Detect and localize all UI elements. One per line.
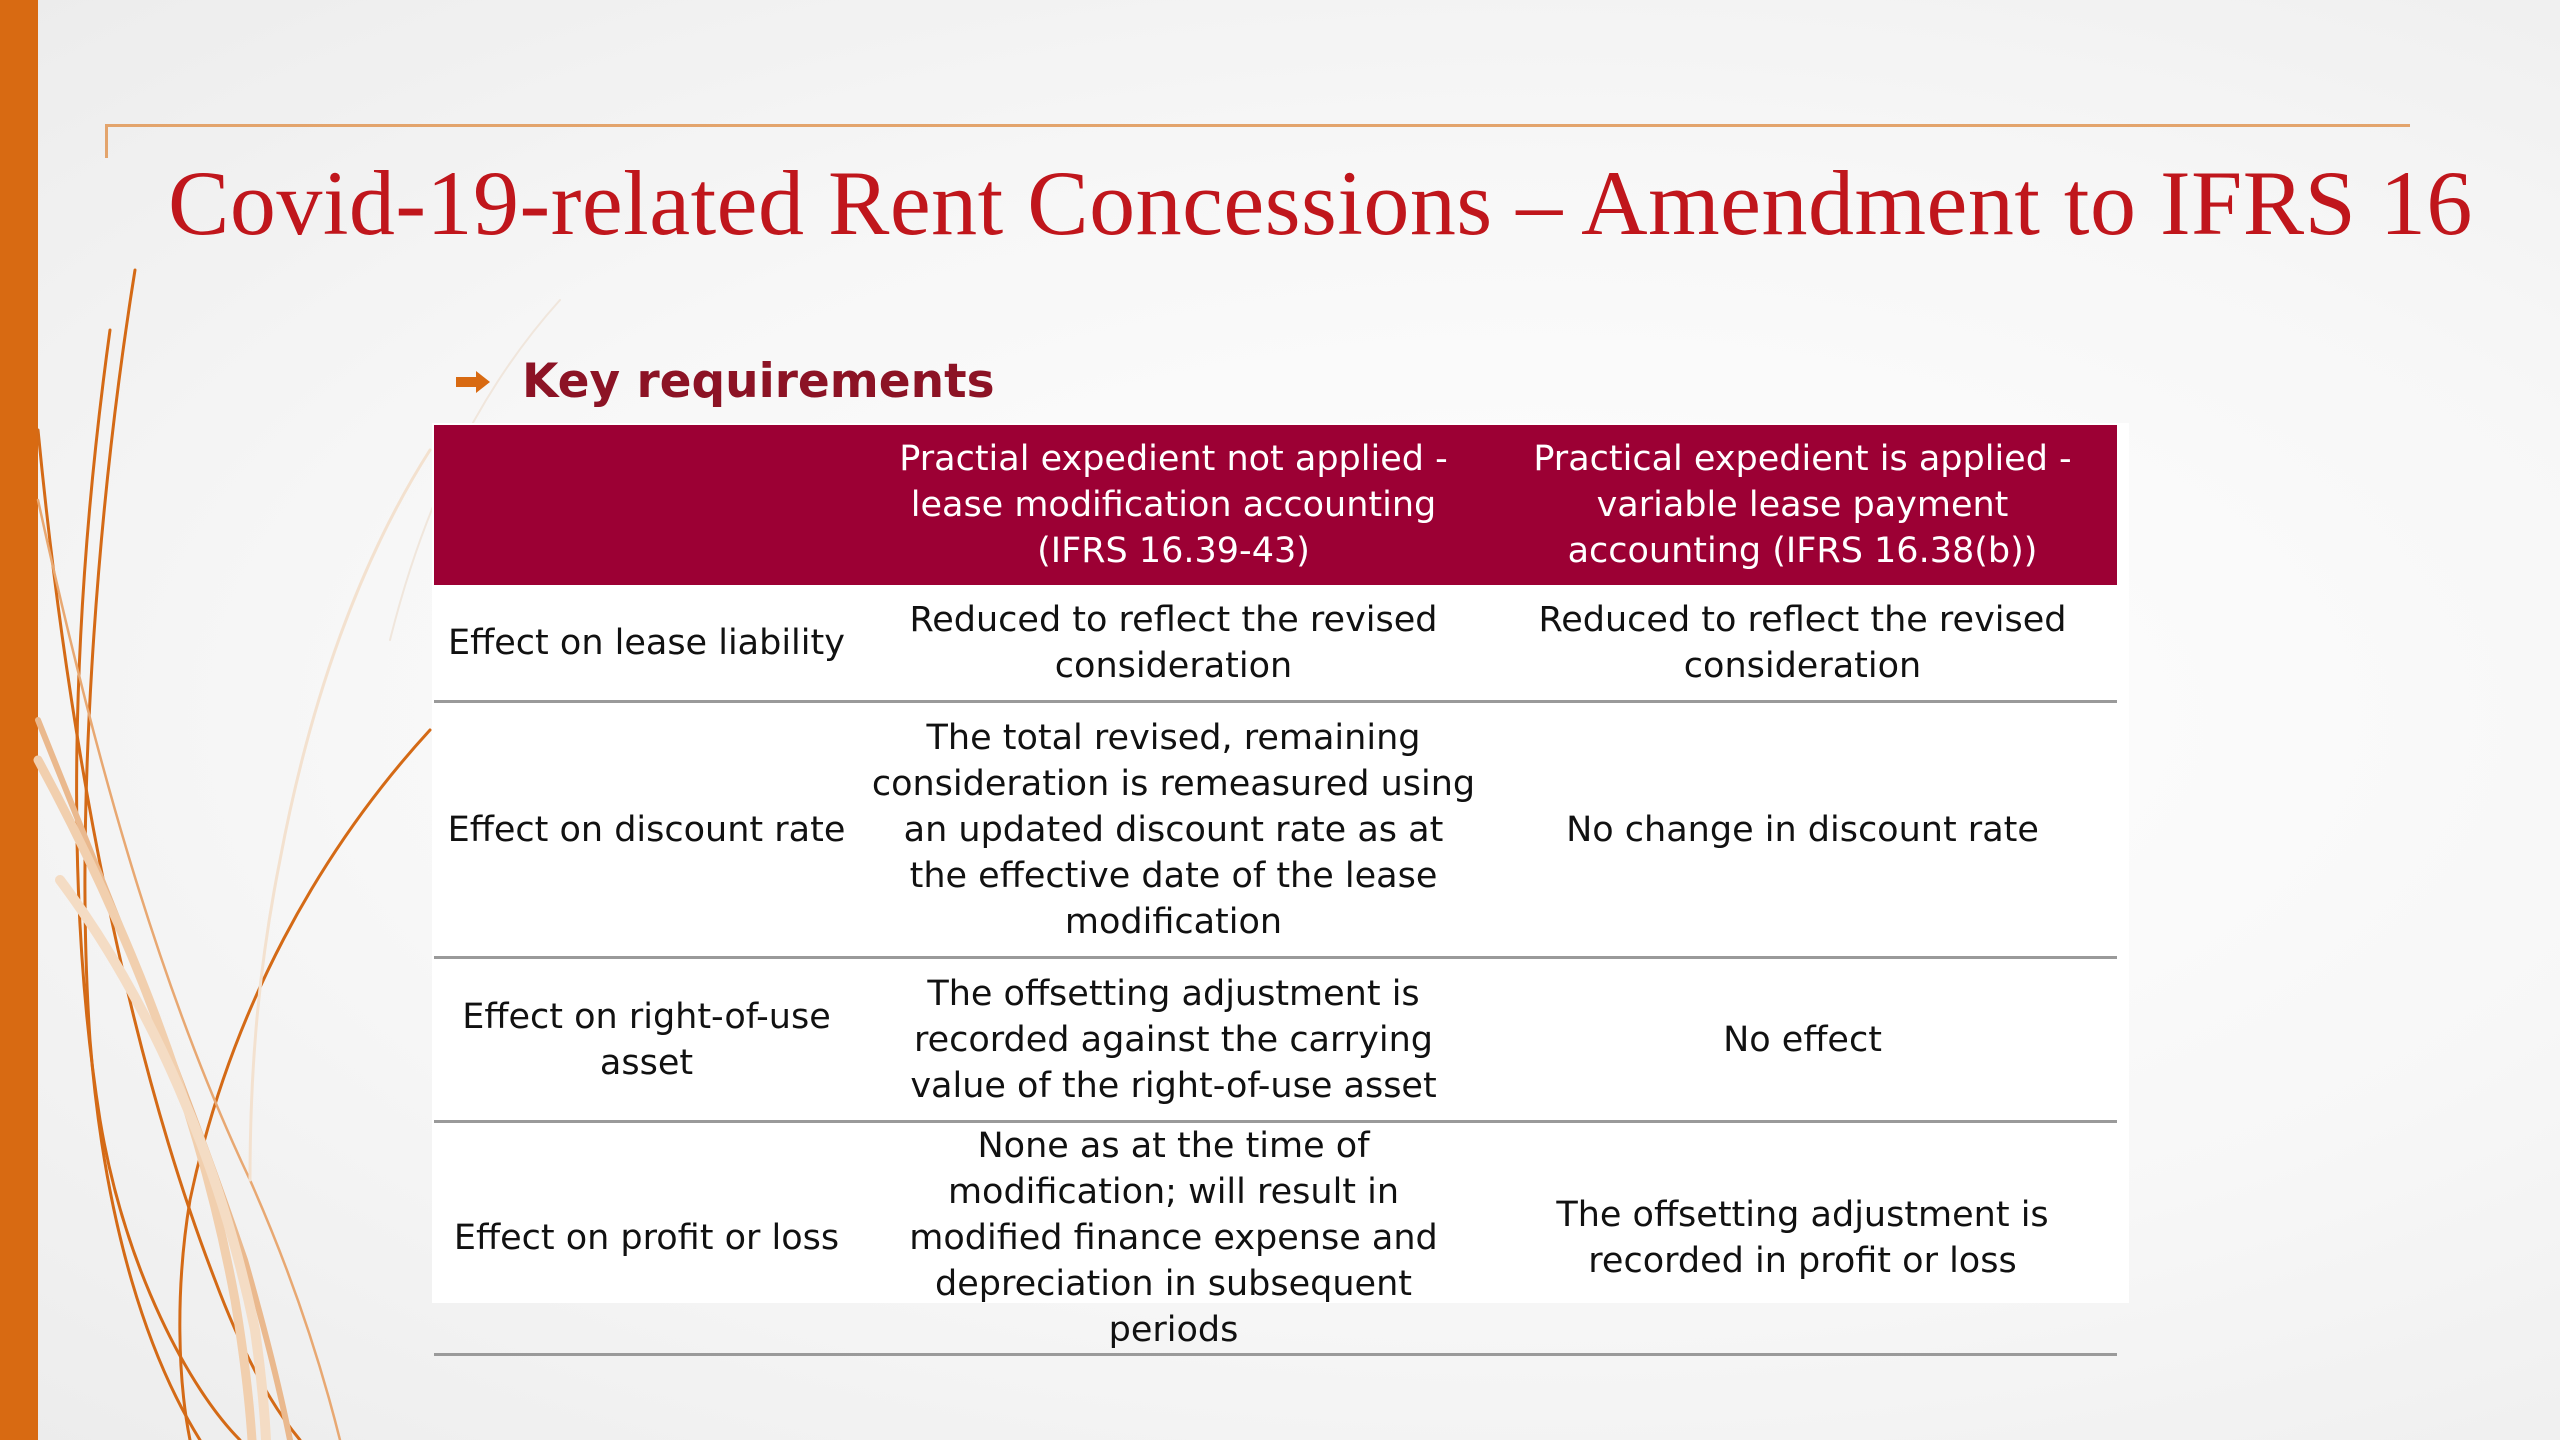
header-not-applied: Practial expedient not applied - lease modification accounting (IFRS 16.39-43) xyxy=(859,425,1488,585)
arrow-bullet-icon xyxy=(454,368,492,396)
table-row xyxy=(434,958,2117,1122)
header-applied: Practical expedient is applied - variable lease payment accounting (IFRS 16.38(b)) xyxy=(1488,425,2117,585)
row-label: Effect on discount rate xyxy=(434,702,859,958)
key-requirements-bullet xyxy=(454,354,995,409)
cell-applied: No effect xyxy=(1488,958,2117,1122)
title-top-rule xyxy=(105,124,2410,127)
row-label: Effect on right-of-use asset xyxy=(434,958,859,1122)
table-row xyxy=(434,585,2117,702)
table-row xyxy=(434,1122,2117,1355)
cell-not-applied: The offsetting adjustment is recorded against the carrying value of the right-of-use asset xyxy=(859,958,1488,1122)
cell-applied: No change in discount rate xyxy=(1488,702,2117,958)
cell-not-applied: None as at the time of modification; will result in modified finance expense and depreciation in subsequent periods xyxy=(859,1122,1488,1355)
cell-not-applied: Reduced to reflect the revised consideration xyxy=(859,585,1488,702)
bullet-text: Key requirements xyxy=(522,354,995,409)
cell-applied: Reduced to reflect the revised consideration xyxy=(1488,585,2117,702)
header-cell-empty xyxy=(434,425,859,585)
requirements-table-container xyxy=(432,423,2129,1350)
cell-applied: The offsetting adjustment is recorded in profit or loss xyxy=(1488,1122,2117,1355)
row-label: Effect on profit or loss xyxy=(434,1122,859,1355)
row-label: Effect on lease liability xyxy=(434,585,859,702)
table-row xyxy=(434,702,2117,958)
table-header-row xyxy=(434,425,2117,585)
slide-title: Covid-19-related Rent Concessions – Amendment to IFRS 16 xyxy=(168,152,2473,254)
title-rule-tick xyxy=(105,124,108,158)
cell-not-applied: The total revised, remaining consideration is remeasured using an updated discount rate as at the effective date of the lease modification xyxy=(859,702,1488,958)
requirements-table xyxy=(434,425,2117,1356)
